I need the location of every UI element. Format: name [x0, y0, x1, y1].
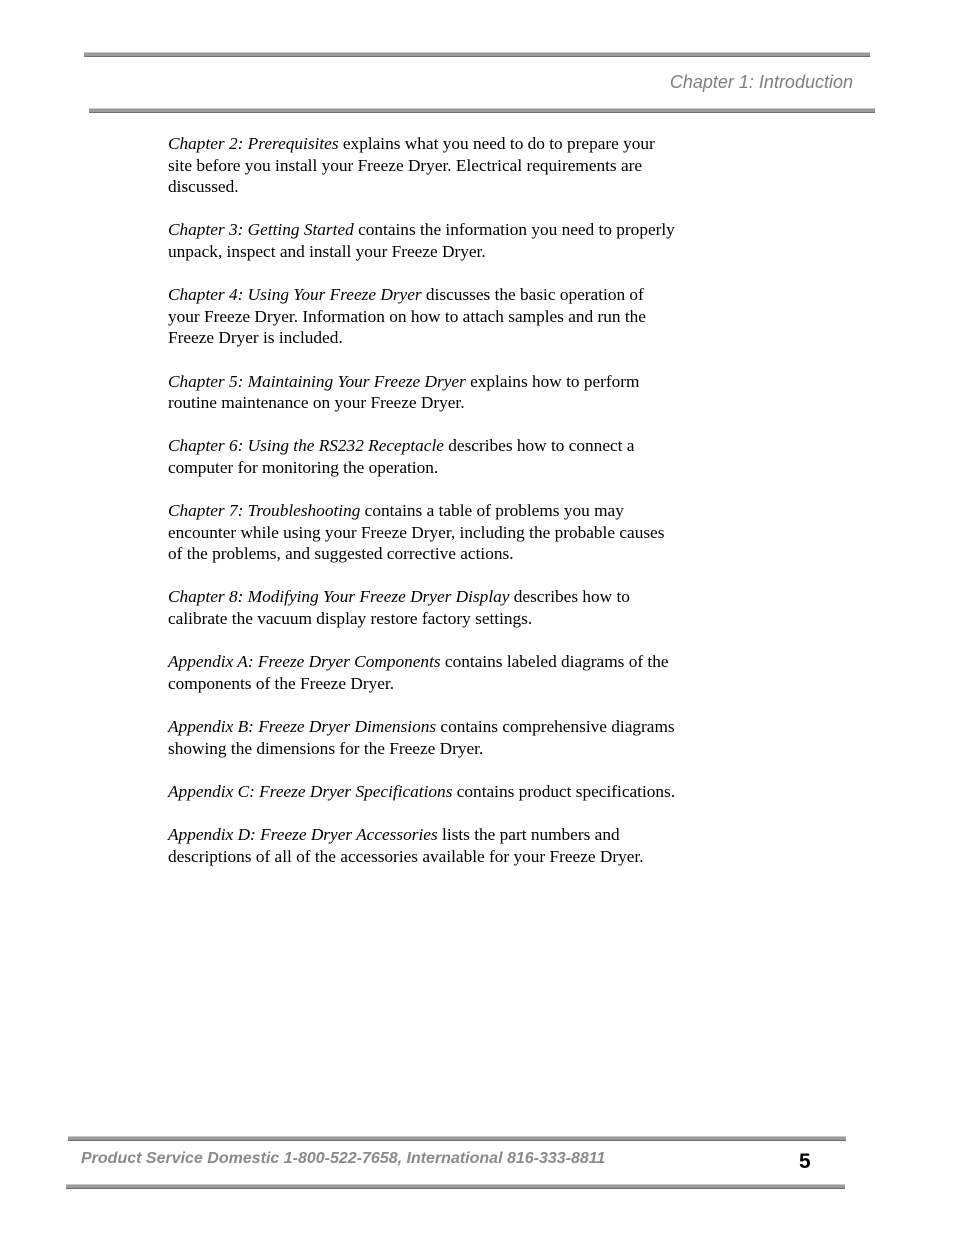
overview-paragraph [168, 586, 678, 629]
overview-paragraph [168, 219, 678, 262]
paragraph-title: Chapter 6: Using the RS232 Receptacle [168, 436, 444, 456]
header-top-rule [84, 52, 870, 57]
paragraph-title: Appendix D: Freeze Dryer Accessories [168, 825, 438, 844]
paragraph-text: contains a table of problems you may encounter while using your Freeze Dryer, including the probable causes of the problems, and suggested corrective actions. [168, 501, 665, 564]
paragraph-text: describes how to calibrate the vacuum display restore factory settings. [168, 587, 630, 629]
overview-paragraph [168, 500, 678, 565]
paragraph-text: contains comprehensive diagrams showing the dimensions for the Freeze Dryer. [168, 717, 675, 758]
paragraph-text: contains the information you need to properly unpack, inspect and install your Freeze Dryer. [168, 220, 675, 261]
paragraph-title: Appendix A: Freeze Dryer Components [168, 652, 441, 672]
paragraph-title: Appendix B: Freeze Dryer Dimensions [168, 717, 437, 737]
header-bottom-rule [89, 108, 875, 113]
overview-paragraph [168, 651, 678, 694]
page-number: 5 [799, 1150, 811, 1173]
footer-top-rule [68, 1136, 846, 1141]
paragraph-text: discusses the basic operation of your Freeze Dryer. Information on how to attach samples and run the Freeze Dryer is included. [168, 285, 646, 348]
overview-paragraph [168, 824, 678, 867]
paragraph-title: Chapter 2: Prerequisites [168, 134, 339, 153]
paragraph-title: Chapter 5: Maintaining Your Freeze Dryer [168, 371, 466, 391]
paragraph-text: explains what you need to do to prepare your site before you install your Freeze Dryer. Electrical requirements are discussed. [168, 134, 655, 197]
footer-bottom-rule [66, 1184, 845, 1189]
overview-paragraph [168, 133, 678, 198]
paragraph-title: Chapter 8: Modifying Your Freeze Dryer Display [168, 587, 510, 607]
overview-paragraph [168, 781, 678, 803]
overview-paragraph [168, 371, 678, 414]
overview-paragraph [168, 435, 678, 478]
paragraph-title: Chapter 7: Troubleshooting [168, 501, 361, 521]
overview-paragraph [168, 284, 678, 349]
paragraph-text: contains labeled diagrams of the components of the Freeze Dryer. [168, 652, 669, 693]
paragraph-text: explains how to perform routine maintenance on your Freeze Dryer. [168, 371, 640, 413]
running-head: Chapter 1: Introduction [669, 72, 853, 92]
paragraph-title: Chapter 4: Using Your Freeze Dryer [168, 285, 422, 305]
paragraph-text: describes how to connect a computer for monitoring the operation. [168, 436, 635, 477]
chapter-overview-list [168, 133, 678, 889]
paragraph-title: Chapter 3: Getting Started [168, 220, 354, 240]
product-service-contact: Product Service Domestic 1-800-522-7658, International 816-333-8811 [81, 1150, 606, 1167]
paragraph-text: contains product specifications. [452, 781, 676, 801]
overview-paragraph [168, 716, 678, 759]
paragraph-text: lists the part numbers and descriptions of all of the accessories available for your Freeze Dryer. [168, 825, 644, 866]
paragraph-title: Appendix C: Freeze Dryer Specifications [168, 781, 453, 801]
